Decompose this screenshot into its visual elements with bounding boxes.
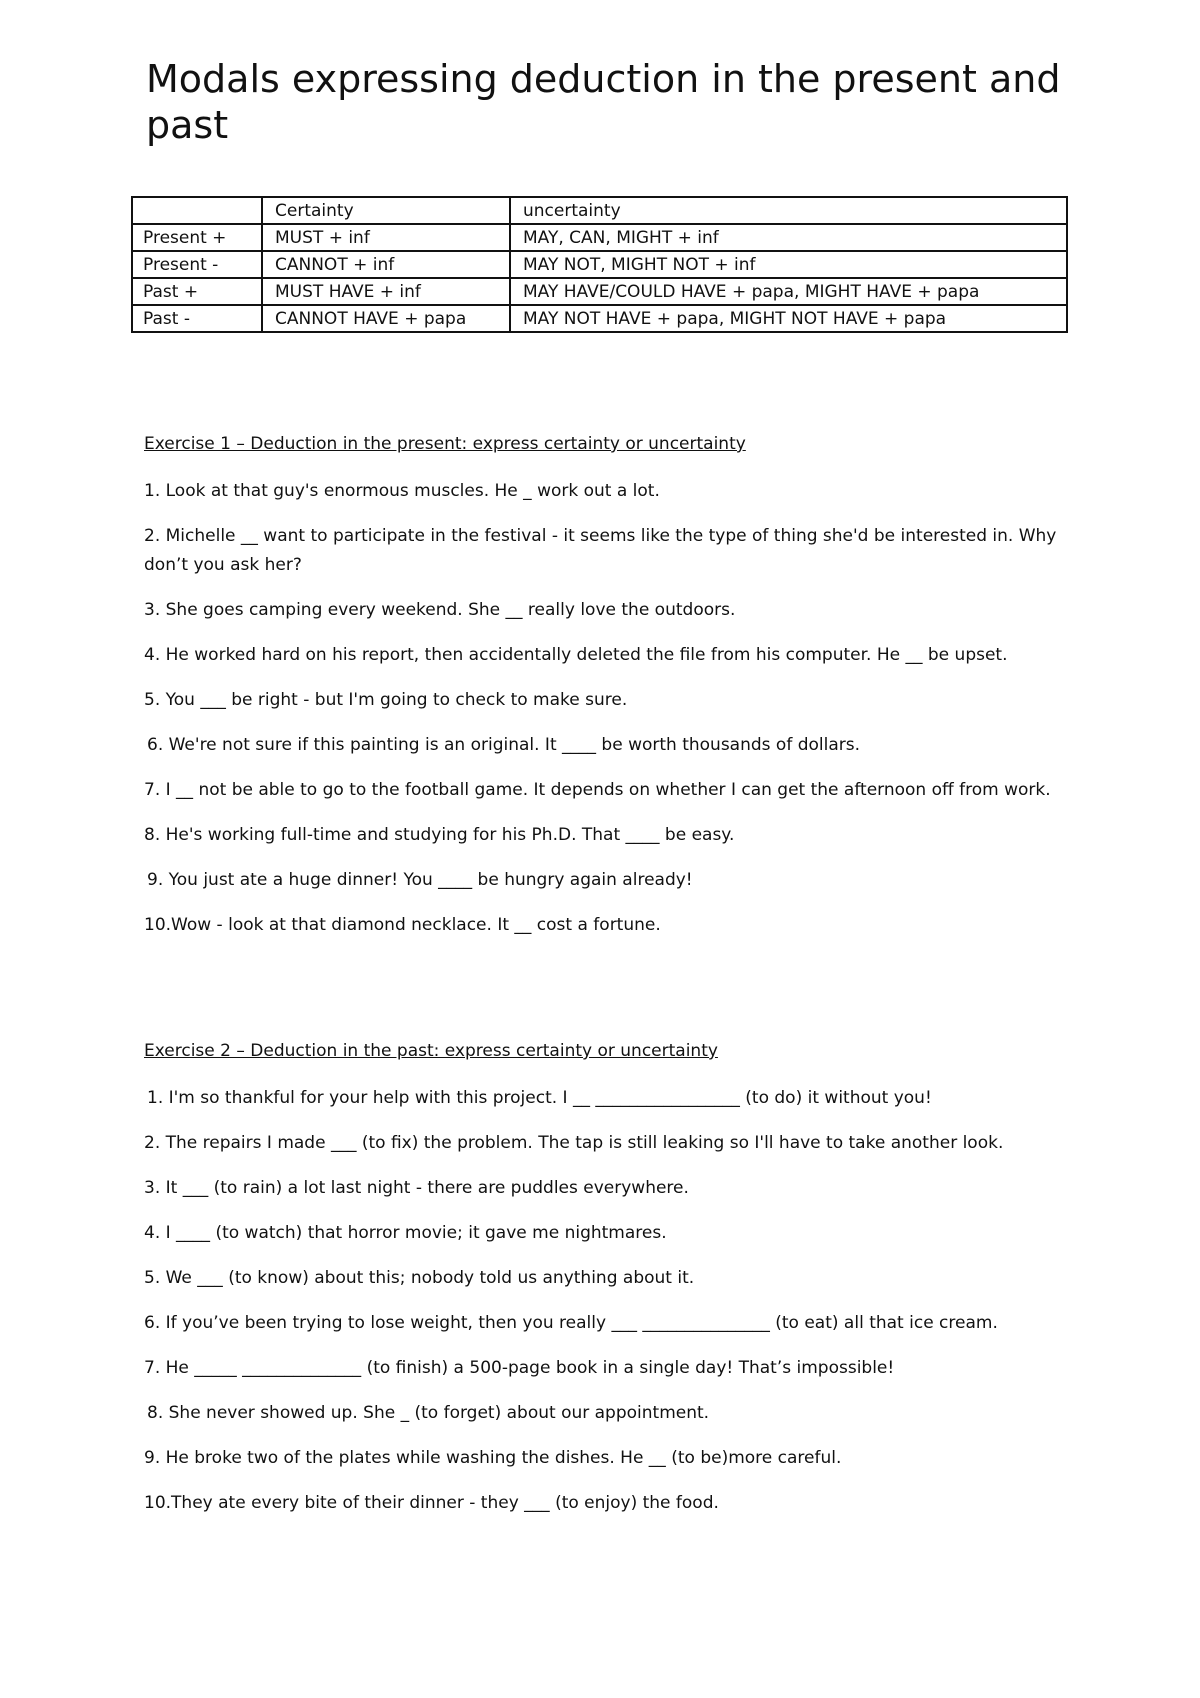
- exercise-2: [144, 1039, 1064, 1534]
- exercise-2-heading: Exercise 2 – Deduction in the past: express certainty or uncertainty: [144, 1041, 718, 1061]
- exercise-2-item: 7. He _____ ______________ (to finish) a 500-page book in a single day! That’s impossible!: [144, 1358, 895, 1378]
- table-cell: MUST + inf: [262, 224, 510, 251]
- exercise-2-item: 8. She never showed up. She _ (to forget) about our appointment.: [147, 1403, 710, 1423]
- exercise-2-item: 1. I'm so thankful for your help with this project. I __ _________________ (to do) it without you!: [147, 1088, 932, 1108]
- exercise-2-item: 3. It ___ (to rain) a lot last night - there are puddles everywhere.: [144, 1178, 689, 1198]
- table-row: [132, 251, 1067, 278]
- table-cell: CANNOT HAVE + papa: [262, 305, 510, 332]
- table-header-cell: [132, 197, 262, 224]
- exercise-1-item: 10.Wow - look at that diamond necklace. It __ cost a fortune.: [144, 915, 661, 935]
- exercise-1-item: 6. We're not sure if this painting is an original. It ____ be worth thousands of dollars.: [147, 735, 861, 755]
- exercise-1-item: 1. Look at that guy's enormous muscles. He _ work out a lot.: [144, 481, 660, 501]
- exercise-1-heading: Exercise 1 – Deduction in the present: express certainty or uncertainty: [144, 434, 746, 454]
- table-cell: Present -: [132, 251, 262, 278]
- table-cell: CANNOT + inf: [262, 251, 510, 278]
- table-cell: MAY NOT, MIGHT NOT + inf: [510, 251, 1067, 278]
- exercise-2-item: 6. If you’ve been trying to lose weight, then you really ___ _______________ (to eat) all that ice cream.: [144, 1313, 998, 1333]
- exercise-1-item: 3. She goes camping every weekend. She __ really love the outdoors.: [144, 600, 736, 620]
- page-title: Modals expressing deduction in the present and past: [146, 57, 1061, 147]
- exercise-2-item: 5. We ___ (to know) about this; nobody told us anything about it.: [144, 1268, 695, 1288]
- table-header-row: [132, 197, 1067, 224]
- table-cell: MAY, CAN, MIGHT + inf: [510, 224, 1067, 251]
- table-row: [132, 305, 1067, 332]
- table-row: [132, 278, 1067, 305]
- table-cell: MAY NOT HAVE + papa, MIGHT NOT HAVE + papa: [510, 305, 1067, 332]
- table-cell: MUST HAVE + inf: [262, 278, 510, 305]
- table-cell: Past -: [132, 305, 262, 332]
- exercise-1-item: 4. He worked hard on his report, then accidentally deleted the file from his computer. He __ be upset.: [144, 645, 1008, 665]
- exercise-2-item: 10.They ate every bite of their dinner - they ___ (to enjoy) the food.: [144, 1493, 719, 1513]
- exercise-1-item: 8. He's working full-time and studying for his Ph.D. That ____ be easy.: [144, 825, 735, 845]
- table-header-cell: uncertainty: [510, 197, 1067, 224]
- exercise-1-item: 2. Michelle __ want to participate in the festival - it seems like the type of thing she'd be interested in. Why don’t you ask her?: [144, 526, 1057, 575]
- exercise-2-item: 4. I ____ (to watch) that horror movie; it gave me nightmares.: [144, 1223, 667, 1243]
- table-cell: Present +: [132, 224, 262, 251]
- exercise-1-item: 5. You ___ be right - but I'm going to check to make sure.: [144, 690, 628, 710]
- exercise-1: [144, 432, 1064, 956]
- exercise-2-item: 2. The repairs I made ___ (to fix) the problem. The tap is still leaking so I'll have to take another look.: [144, 1133, 1004, 1153]
- table-cell: Past +: [132, 278, 262, 305]
- modals-table: [131, 196, 1068, 333]
- exercise-2-item: 9. He broke two of the plates while washing the dishes. He __ (to be)more careful.: [144, 1448, 842, 1468]
- table-cell: MAY HAVE/COULD HAVE + papa, MIGHT HAVE + papa: [510, 278, 1067, 305]
- exercise-1-item: 9. You just ate a huge dinner! You ____ be hungry again already!: [147, 870, 693, 890]
- table-row: [132, 224, 1067, 251]
- table-header-cell: Certainty: [262, 197, 510, 224]
- exercise-1-item: 7. I __ not be able to go to the football game. It depends on whether I can get the afternoon off from work.: [144, 780, 1051, 800]
